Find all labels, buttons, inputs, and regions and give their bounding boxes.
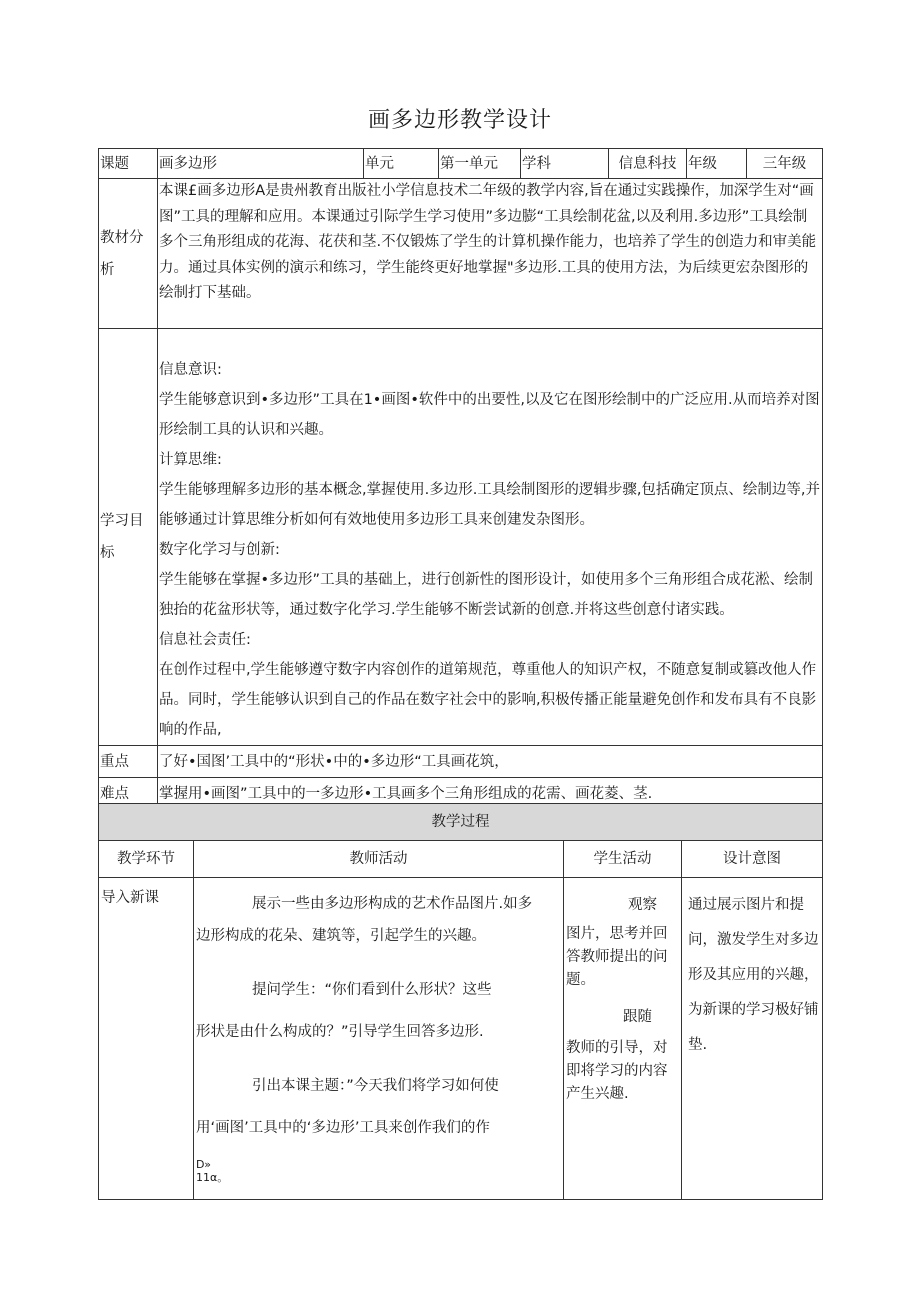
info-row bbox=[99, 149, 823, 179]
student-line: 观察 bbox=[628, 897, 657, 913]
key-point-text: 了好•国图’工具中的“形状•中的•多边形“工具画花筑， bbox=[158, 746, 823, 778]
goal-heading: 信息社会责任: bbox=[159, 632, 251, 648]
teacher-line: 展示一些由多边形构成的艺术作品图片.如多 bbox=[252, 896, 533, 912]
unit-value: 第一单元 bbox=[439, 149, 521, 179]
goal-heading: 计算思维: bbox=[159, 452, 222, 468]
teacher-line: 引出本课主题：”今天我们将学习如何使 bbox=[252, 1078, 499, 1094]
teacher-line: 形状是由什么构成的？”引导学生回答多边形. bbox=[196, 1024, 484, 1040]
material-row bbox=[99, 179, 823, 329]
teacher-line: 提问学生：“你们看到什么形状？这些 bbox=[252, 982, 492, 998]
goals-content bbox=[158, 329, 823, 746]
student-activity-cell bbox=[564, 878, 682, 1200]
teacher-line: 用‘画图’工具中的‘多边形’工具来创作我们的作 bbox=[196, 1120, 490, 1136]
teacher-activity-cell bbox=[194, 878, 564, 1200]
goal-heading: 数字化学习与创新: bbox=[159, 542, 280, 558]
material-label: 教材分析 bbox=[99, 179, 158, 329]
process-table bbox=[98, 803, 823, 1200]
student-line: 跟随 bbox=[623, 1009, 652, 1025]
goal-text: 学生能够意识到•多边形”工具在1•画图•软件中的出要性,以及它在图形绘制中的广泛应用.从而培养对图形绘制工具的认识和兴趣。 bbox=[159, 392, 820, 438]
goals-label: 学习目标 bbox=[99, 329, 158, 746]
process-header-row bbox=[99, 841, 823, 878]
teacher-line: 11α。 bbox=[196, 1171, 229, 1184]
goal-text: 在创作过程中,学生能够遵守数字内容创作的道第规范，尊重他人的知识产权，不随意复制或篡改他人作品。同时，学生能够认识到自己的作品在数字社会中的影响,积极传播正能量避免创作和发布具有不良影响的作品, bbox=[159, 662, 817, 738]
teacher-line: D» bbox=[196, 1158, 212, 1171]
header-stage: 教学环节 bbox=[99, 841, 194, 878]
goal-text: 学生能够理解多边形的基本概念,掌握使用.多边形.工具绘制图形的逻辑步骤,包括确定顶点、绘制边等,并能够通过计算思维分析如何有效地使用多边形工具来创建发杂图形。 bbox=[159, 482, 821, 528]
key-point-label: 重点 bbox=[99, 746, 158, 778]
grade-label: 年级 bbox=[687, 149, 747, 179]
page-title: 画多边形教学设计 bbox=[367, 108, 552, 133]
lesson-label: 课题 bbox=[99, 149, 158, 179]
unit-label: 单元 bbox=[364, 149, 439, 179]
student-line: 教师的引导，对即将学习的内容产生兴趣. bbox=[566, 1040, 668, 1102]
goal-text: 学生能够在掌握•多边形”工具的基础上，进行创新性的图形设计，如使用多个三角形组合成花淞、绘制独抬的花盆形状等，通过数字化学习.学生能够不断尝试新的创意.并将这些创意付诸实践。 bbox=[159, 572, 814, 618]
header-student: 学生活动 bbox=[564, 841, 682, 878]
stage-cell: 导入新课 bbox=[99, 878, 194, 1200]
process-band: 教学过程 bbox=[99, 804, 823, 841]
lesson-value: 画多边形 bbox=[158, 149, 364, 179]
lesson-info-table bbox=[98, 148, 823, 810]
difficulty-label: 难点 bbox=[99, 778, 158, 810]
process-row bbox=[99, 878, 823, 1200]
goals-row bbox=[99, 329, 823, 746]
intent-cell: 通过展示图片和提问，激发学生对多边形及其应用的兴趣，为新课的学习极好铺垫. bbox=[682, 878, 823, 1200]
key-point-row bbox=[99, 746, 823, 778]
header-intent: 设计意图 bbox=[682, 841, 823, 878]
subject-value: 信息科技 bbox=[609, 149, 687, 179]
material-text: 本课£画多边形A是贵州教育出版社小学信息技术二年级的教学内容,旨在通过实践操作，加深学生对“画图”工具的理解和应用。本课通过引际学生学习使用”多边膨“工具绘制花盆,以及利用.多边形”工具绘制多个三角形组成的花海、花茯和茎.不仅锻炼了学生的计算机操作能力，也培养了学生的创造力和审美能力。通过具体实例的演示和练习，学生能终更好地掌握"多边形.工具的使用方法，为后续更宏杂图形的绘制打下基础。 bbox=[158, 179, 823, 329]
student-line: 图片，思考并回答教师提出的问题。 bbox=[566, 926, 668, 988]
header-teacher: 教师活动 bbox=[194, 841, 564, 878]
grade-value: 三年级 bbox=[747, 149, 823, 179]
teacher-line: 边形构成的花朵、建筑等，引起学生的兴趣。 bbox=[196, 928, 486, 944]
goal-heading: 信息意识: bbox=[159, 362, 222, 378]
difficulty-text: 掌握用•画图”工具中的一多边形•工具画多个三角形组成的花需、画花菱、茎. bbox=[158, 778, 823, 810]
subject-label: 学科 bbox=[521, 149, 609, 179]
